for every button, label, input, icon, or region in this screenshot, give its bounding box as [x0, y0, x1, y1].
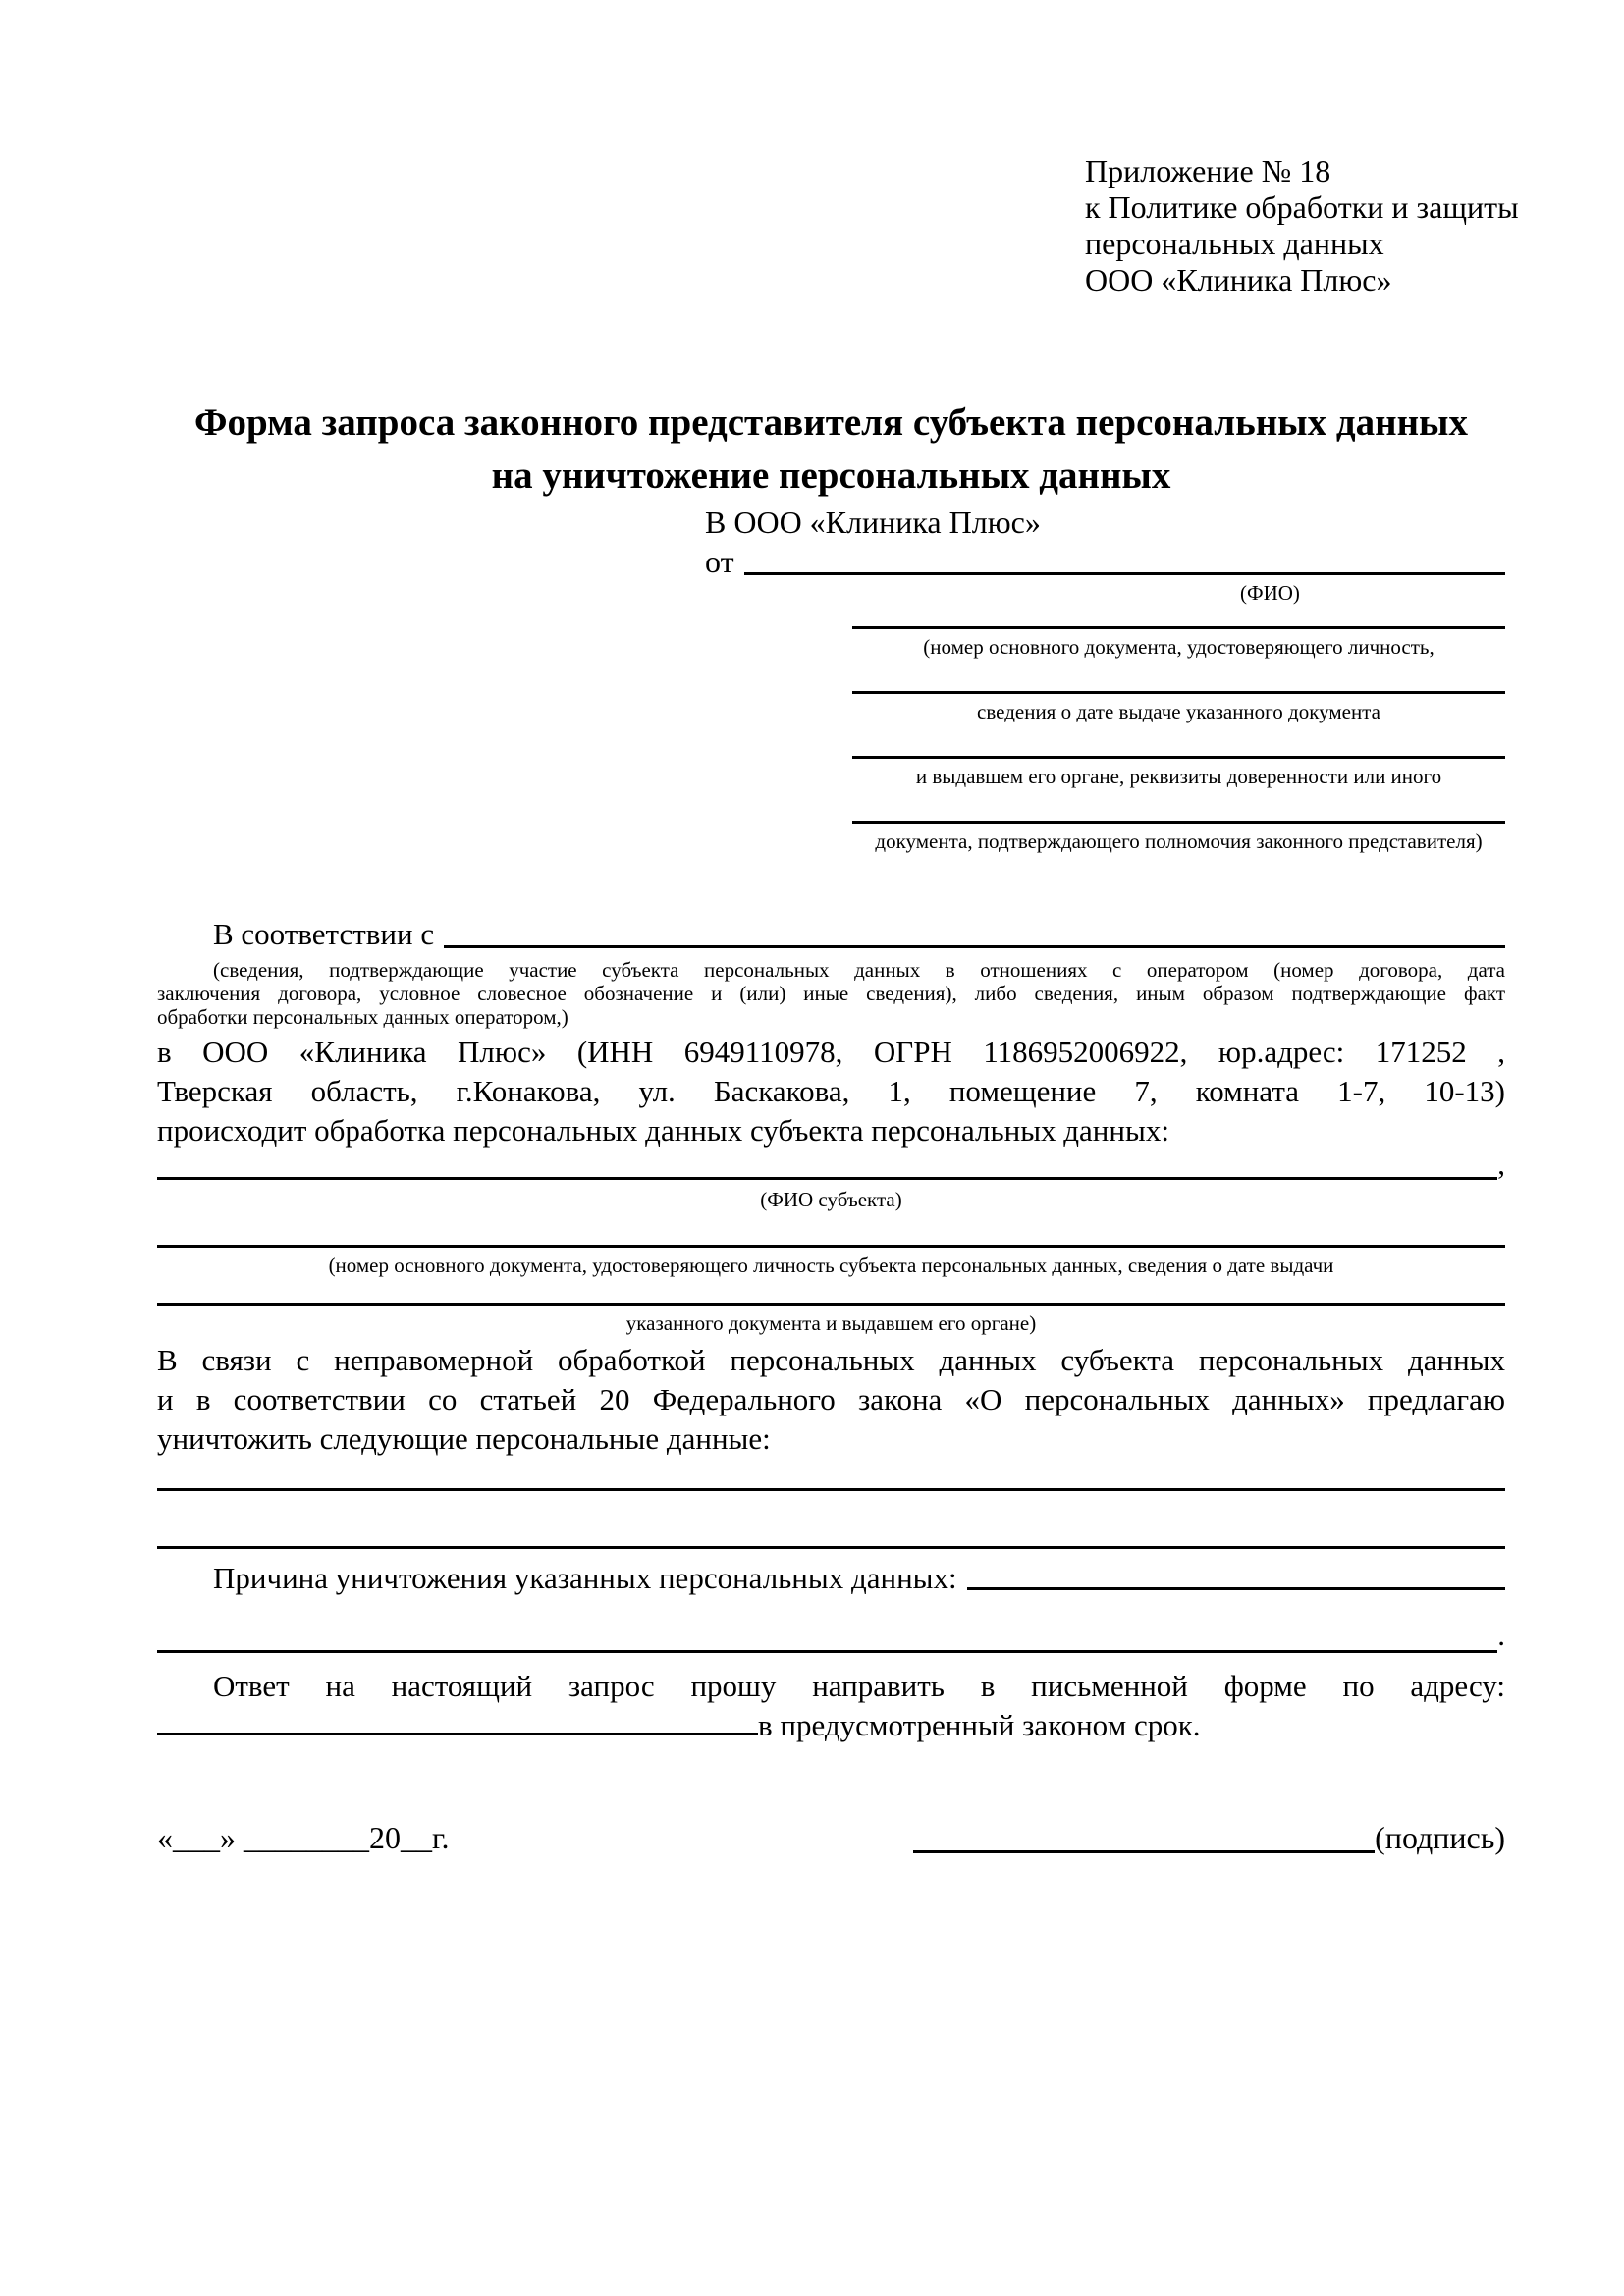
accordance-field-line[interactable] [444, 945, 1505, 948]
form-title [157, 397, 1505, 503]
answer-line-1: Ответ на настоящий запрос прошу направить в письменной форме по адресу: [213, 1669, 1505, 1703]
subject-fio-field-line[interactable] [157, 1177, 1497, 1180]
reason-field-line[interactable] [967, 1587, 1505, 1590]
reason-row [157, 1559, 1505, 1596]
identity-field-caption: сведения о дате выдаче указанного документа [977, 700, 1380, 723]
operator-paragraph [157, 1033, 1505, 1150]
identity-field-line[interactable] [852, 691, 1505, 694]
date-placeholder[interactable]: «___» ________20__г. [157, 1820, 450, 1855]
accordance-caption-line: заключения договора, условное словесное обозначение и (или) иные сведения), либо сведения, иным образом подтверждающие факт [157, 982, 1505, 1005]
from-label: от [705, 544, 734, 579]
reason-label: Причина уничтожения указанных персональных данных: [213, 1561, 957, 1595]
identity-field-caption: и выдавшем его органе, реквизиты доверенности или иного [915, 765, 1442, 788]
identity-fields [852, 626, 1505, 885]
data-to-destroy-field-line[interactable] [157, 1488, 1505, 1491]
operator-paragraph-line: в ООО «Клиника Плюс» (ИНН 6949110978, ОГРН 1186952006922, юр.адрес: 171252 , [157, 1035, 1505, 1069]
answer-address-field-line[interactable] [157, 1728, 758, 1735]
appendix-line: ООО «Клиника Плюс» [1085, 262, 1392, 297]
signature-caption: (подпись) [1375, 1820, 1505, 1855]
subject-doc-caption: указанного документа и выдавшем его органе) [625, 1311, 1037, 1335]
appendix-block [1085, 153, 1519, 298]
accordance-lead: В соответствии с [213, 917, 435, 951]
identity-field-row [852, 821, 1505, 885]
trailing-comma: , [1497, 1147, 1505, 1181]
fio-caption: (ФИО) [1240, 581, 1300, 605]
reason-field-line-2[interactable] [157, 1650, 1497, 1653]
appendix-line: Приложение № 18 [1085, 153, 1331, 188]
signature-field-line[interactable] [913, 1845, 1375, 1853]
from-row [705, 542, 1505, 581]
addressee-block [705, 503, 1505, 605]
subject-fio-caption: (ФИО субъекта) [760, 1188, 902, 1211]
request-paragraph-line: и в соответствии со статьей 20 Федерального закона «О персональных данных» предлагаю [157, 1382, 1505, 1416]
request-paragraph [157, 1341, 1505, 1459]
page-content [157, 0, 1519, 1857]
identity-field-row [852, 756, 1505, 821]
form-title-line-1: Форма запроса законного представителя субъекта персональных данных [193, 401, 1469, 444]
answer-line-2 [157, 1706, 1505, 1745]
request-paragraph-line: уничтожить следующие персональные данные: [157, 1421, 771, 1456]
identity-field-line[interactable] [852, 821, 1505, 824]
footer-row [157, 1818, 1505, 1857]
identity-field-caption: документа, подтверждающего полномочия законного представителя) [875, 829, 1483, 853]
subject-doc-field-line[interactable] [157, 1303, 1505, 1306]
accordance-caption-line: (сведения, подтверждающие участие субъекта персональных данных в отношениях с оператором (номер договора, дата [213, 958, 1505, 982]
accordance-row [157, 915, 1505, 954]
data-to-destroy-field-line[interactable] [157, 1546, 1505, 1549]
operator-paragraph-line: Тверская область, г.Конакова, ул. Баскакова, 1, помещение 7, комната 1-7, 10-13) [157, 1074, 1505, 1108]
from-field-line[interactable] [744, 572, 1505, 575]
addressee-organization: В ООО «Клиника Плюс» [705, 505, 1041, 540]
accordance-caption [157, 958, 1505, 1029]
answer-tail: в предусмотренный законом срок. [758, 1708, 1201, 1742]
form-title-line-2: на уничтожение персональных данных [491, 454, 1171, 497]
operator-paragraph-line: происходит обработка персональных данных субъекта персональных данных: [157, 1113, 1169, 1148]
identity-field-caption: (номер основного документа, удостоверяющего личность, [923, 635, 1435, 659]
appendix-line: к Политике обработки и защиты [1085, 189, 1519, 225]
subject-doc-caption: (номер основного документа, удостоверяющего личность субъекта персональных данных, сведения о дате выдачи [328, 1254, 1334, 1277]
reason-continuation-row [157, 1618, 1505, 1655]
identity-field-line[interactable] [852, 626, 1505, 629]
identity-field-row [852, 691, 1505, 756]
identity-field-line[interactable] [852, 756, 1505, 759]
subject-fio-row [157, 1147, 1505, 1184]
signature-group [913, 1818, 1505, 1857]
accordance-caption-line: обработки персональных данных оператором,) [157, 1005, 568, 1029]
trailing-period: . [1497, 1618, 1505, 1652]
appendix-line: персональных данных [1085, 226, 1384, 261]
request-paragraph-line: В связи с неправомерной обработкой персональных данных субъекта персональных данных [157, 1343, 1505, 1377]
identity-field-row [852, 626, 1505, 691]
subject-doc-field-line[interactable] [157, 1245, 1505, 1248]
